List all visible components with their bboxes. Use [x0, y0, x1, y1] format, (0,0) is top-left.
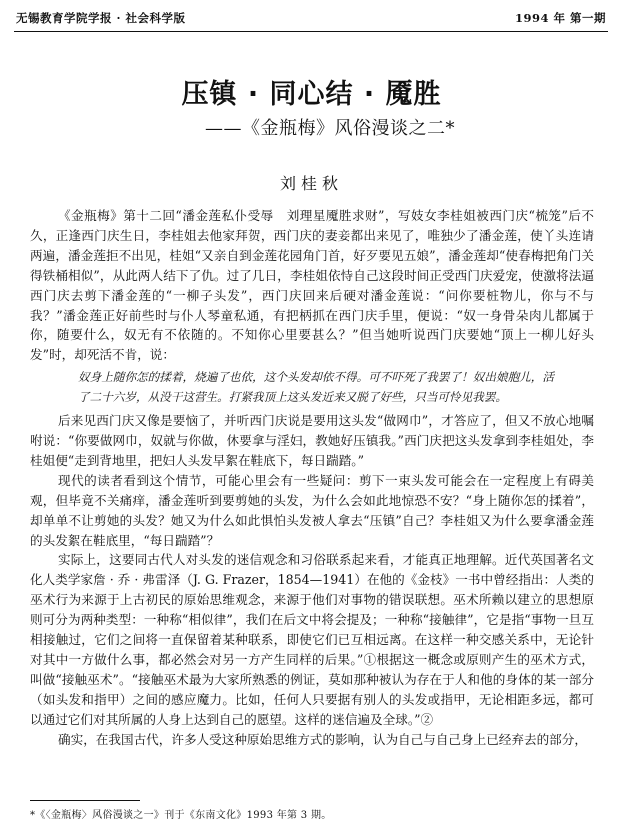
running-header [16, 10, 606, 28]
paragraph-3: 现代的读者看到这个情节，可能心里会有一些疑问：剪下一束头发可能会在一定程度上有碍美观，但毕竟不关痛痒，潘金莲听到要剪她的头发，为什么会如此地惊恐不安？“身上随你怎的揉着”，却单单不让剪她的头发？她又为什么如此惧怕头发被人拿去“压镇”自己？李桂姐又为什么要拿潘金莲的头发絮在鞋底里，“每日踹踏”？ [30, 472, 594, 548]
header-rule [14, 31, 608, 32]
article-title: 压镇 · 同心结 · 魇胜 [181, 79, 442, 110]
block-quote: 奴身上随你怎的揉着，烧遍了也依，这个头发却依不得。可不吓死了我罢了！奴出娘胞儿，活了二十六岁，从没干这营生。打紧我顶上这头发近来又脱了好些，只当可怜见我罢。 [78, 370, 554, 405]
footnote: *《〈金瓶梅〉风俗漫谈之一》刊于《东南文化》1993 年第 3 期。 [30, 810, 332, 821]
issue-number: 1994 年 第一期 [514, 11, 606, 25]
paragraph-1: 《金瓶梅》第十二回“潘金莲私仆受辱 刘理星魇胜求财”，写妓女李桂姐被西门庆“梳笼”后不久，正逢西门庆生日，李桂姐去他家拜贺，西门庆的妻妾都出来见了，唯独少了潘金莲，使丫头连请两遍，潘金莲拒不出见，桂姐“又亲自到金莲花园角门首，好歹要见五娘”，潘金莲却“使春梅把角门关得铁桶相似”，从此两人结下了仇。过了几日，李桂姐依恃自己这段时间正受西门庆爱宠，使激将法逼西门庆去剪下潘金莲的“一柳子头发”，西门庆回来后硬对潘金莲说：“问你要桩物儿，你与不与我？”潘金莲正好前些时与仆人琴童私通，有把柄抓在西门庆手里，便说：“奴一身骨朵肉儿都属于你，随要什么，奴无有不依随的。不知你心里要甚么？”但当她听说西门庆要她“顶上一柳儿好头发”时，却死活不肯，说： [30, 208, 594, 363]
paragraph-5: 确实，在我国古代，许多人受这种原始思维方式的影响，认为自己与自己身上已经弃去的部分， [58, 731, 587, 747]
footnote-rule [30, 800, 140, 801]
article-author: 刘桂秋 [279, 174, 343, 193]
article-subtitle: ——《金瓶梅》风俗漫谈之二* [205, 118, 455, 139]
paragraph-2: 后来见西门庆又像是要恼了，并听西门庆说是要用这头发“做网巾”，才答应了，但又不放心地嘱咐说：“你要做网巾，奴就与你做，休要拿与淫妇，教她好压镇我。”西门庆把这头发拿到李桂姐处，李桂姐便“走到背地里，把妇人头发早絮在鞋底下，每日踹踏。” [30, 413, 594, 468]
paragraph-4: 实际上，这要同古代人对头发的迷信观念和习俗联系起来看，才能真正地理解。近代英国著名文化人类学家詹 · 乔 · 弗雷泽（J. G. Frazer，1854—1941）在他的《金枝》一书中曾经指出：人类的巫术行为来源于上古初民的原始思维观念，来源于他们对事物的错误联想。巫术所赖以建立的思想原则可分为两种类型：一种称“相似律”，我们在后文中将会提及；一种称“接触律”，它是指“事物一旦互相接触过，它们之间将一直保留着某种联系，即使它们已互相远离。在这样一种交感关系中，无论针对其中一方做什么事，都必然会对另一方产生同样的后果。”①根据这一概念或原则产生的巫术方式，叫做“接触巫术”。“接触巫术最为大家所熟悉的例证，莫如那种被认为存在于人和他的身体的某一部分（如头发和指甲）之间的感应魔力。比如，任何人只要据有别人的头发或指甲，无论相距多远，都可以通过它们对其所属的人身上达到自己的愿望。这样的迷信遍及全球。”② [30, 552, 594, 727]
journal-name: 无锡教育学院学报 · 社会科学版 [16, 11, 186, 25]
article-body [30, 206, 594, 749]
